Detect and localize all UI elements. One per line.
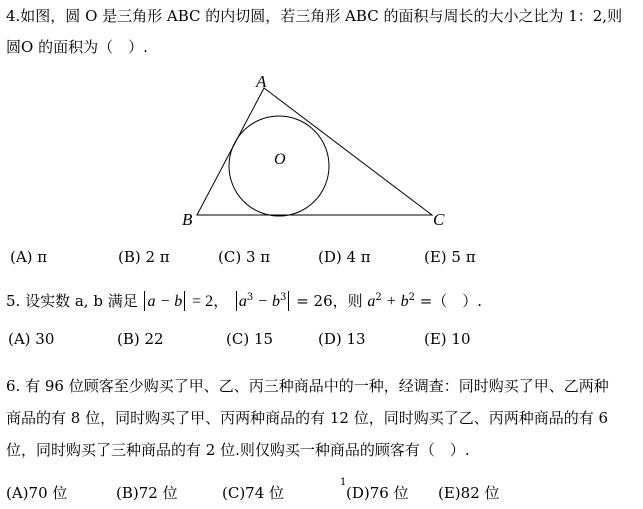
abs-bar-right-1	[184, 291, 185, 311]
center-label-o: O	[274, 151, 286, 168]
q4-option-c[interactable]: (C) 3 π	[218, 248, 271, 266]
q5-option-c[interactable]: (C) 15	[226, 330, 274, 348]
q5-options	[0, 330, 643, 350]
q6-line-2: 商品的有 8 位，同时购买了甲、丙两种商品的有 12 位，同时购买了乙、丙两种商品的有 6	[6, 409, 609, 427]
q6-line-1: 6. 有 96 位顾客至少购买了甲、乙、丙三种商品中的一种，经调查：同时购买了甲、乙两种	[6, 377, 609, 395]
triangle-abc	[197, 88, 432, 215]
q5-option-e[interactable]: (E) 10	[424, 330, 471, 348]
q6-options	[0, 477, 643, 504]
vertex-label-b: B	[182, 210, 193, 229]
abs-bar-right-2	[288, 291, 289, 311]
q5-expr-a2: a	[367, 293, 376, 310]
q6-option-d[interactable]: (D)76 位	[346, 484, 409, 502]
q5-eq-1: = 2，	[192, 293, 230, 310]
q5-exp-a2: 2	[375, 292, 382, 303]
q6-option-a[interactable]: (A)70 位	[6, 484, 68, 502]
q5-option-b[interactable]: (B) 22	[117, 330, 164, 348]
q4-option-d[interactable]: (D) 4 π	[318, 248, 371, 266]
q4-options	[0, 248, 643, 268]
q5-suffix: =（ ）.	[414, 292, 483, 310]
q5-stem	[6, 288, 482, 312]
q5-expr-b3: − b	[253, 293, 281, 310]
q6-line-3: 位，同时购买了三种商品的有 2 位.则仅购买一种商品的顾客有（ ）.	[6, 441, 470, 459]
q5-exp-a3: 3	[246, 292, 254, 303]
triangle-incircle-figure	[0, 0, 643, 240]
q5-abs-expr-1: a − b	[147, 293, 183, 310]
vertex-label-a: A	[256, 72, 267, 91]
q5-prefix: 5. 设实数 a, b 满足	[6, 292, 138, 310]
q4-option-e[interactable]: (E) 5 π	[424, 248, 476, 266]
q6-option-e[interactable]: (E)82 位	[438, 484, 500, 502]
q4-line-1: 4.如图，圆 O 是三角形 ABC 的内切圆，若三角形 ABC 的面积与周长的大小之比为 1：2,则	[6, 7, 623, 25]
q4-option-a[interactable]: (A) π	[10, 248, 48, 266]
q5-expr-b2: + b	[381, 293, 409, 310]
q5-expr-a3: a	[238, 293, 247, 310]
abs-bar-left-1	[144, 291, 145, 311]
q5-exp-b2: 2	[408, 292, 415, 303]
vertex-label-c: C	[433, 210, 445, 229]
q5-option-d[interactable]: (D) 13	[318, 330, 366, 348]
q5-exp-b3: 3	[280, 292, 287, 303]
q5-option-a[interactable]: (A) 30	[8, 330, 55, 348]
q6-option-c[interactable]: (C)74 位	[222, 484, 285, 502]
q4-option-b[interactable]: (B) 2 π	[118, 248, 170, 266]
q4-line-2: 圆O 的面积为（ ）.	[6, 38, 148, 56]
q6-option-b[interactable]: (B)72 位	[116, 484, 178, 502]
abs-bar-left-2	[236, 291, 237, 311]
q5-eq-2: = 26，则	[296, 292, 363, 310]
q6-footnote-mark: 1	[340, 477, 347, 488]
